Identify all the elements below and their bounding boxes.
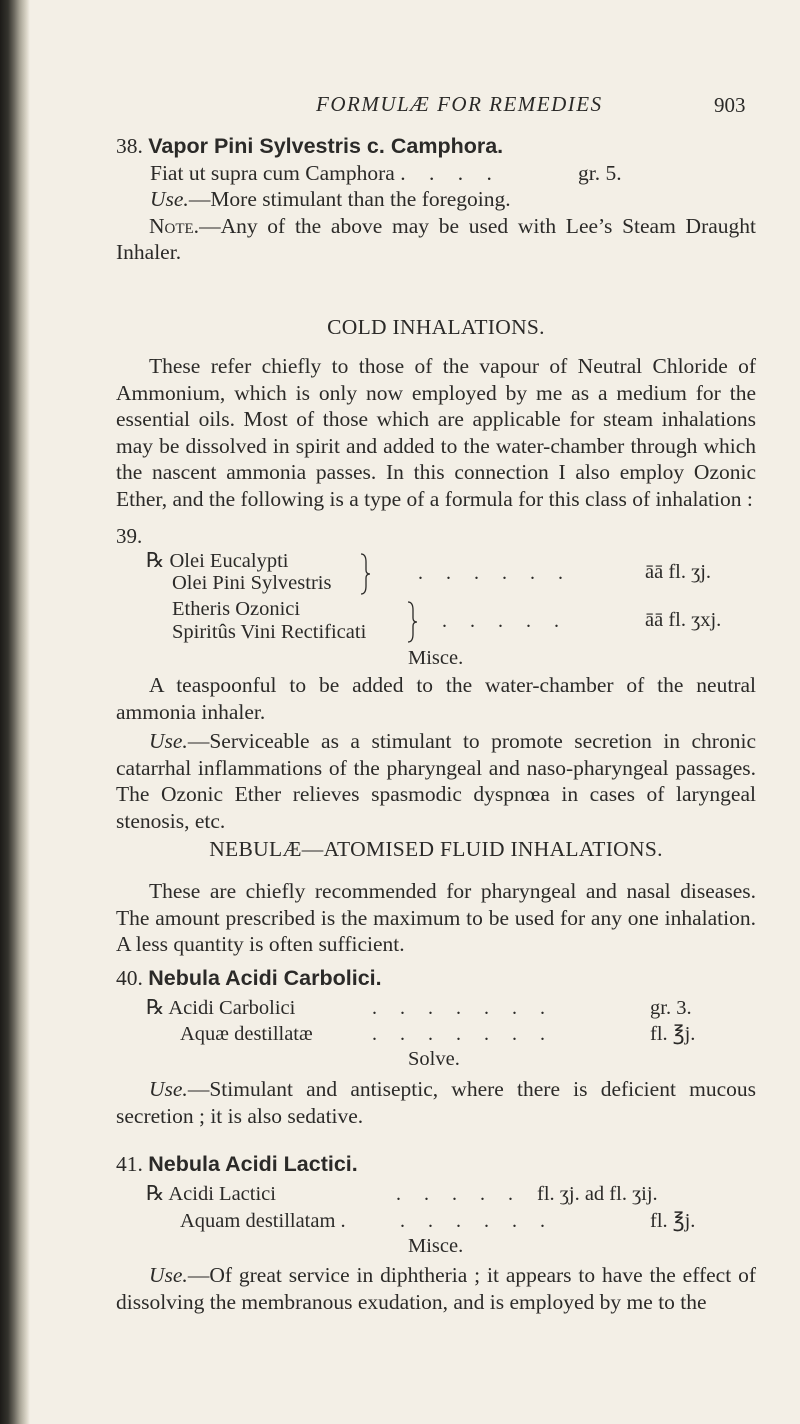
use-label: Use. xyxy=(149,1263,188,1287)
formula-39-ingredient-2: Olei Pini Sylvestris xyxy=(172,572,332,594)
formula-40-title: Nebula Acidi Carbolici. xyxy=(148,966,382,990)
formula-38-use: —More stimulant than the foregoing. xyxy=(188,187,511,211)
formula-39-dose-1: āā fl. ʒj. xyxy=(645,561,712,583)
formula-39-use-text: —Serviceable as a stimulant to promote secretion in chronic catarrhal inflammations of the pharyngeal and naso-pharyngeal passages. The Ozonic Ether relieves spasmodic dyspnœa in cases of laryngeal stenosis, etc. xyxy=(116,729,756,833)
leader-dots: . . . . . xyxy=(442,610,568,632)
formula-41-number: 41. xyxy=(116,1152,143,1176)
brace-2 xyxy=(405,600,419,644)
book-spine-shadow xyxy=(0,0,30,1424)
section-heading-cold: COLD INHALATIONS. xyxy=(327,315,545,339)
note-label: Note. xyxy=(149,213,200,238)
formula-38-note: —Any of the above may be used with Lee’s Steam Draught Inhaler. xyxy=(116,213,756,264)
formula-39-ingredient-1: ℞ Olei Eucalypti xyxy=(146,550,289,572)
page-number: 903 xyxy=(714,93,746,117)
use-label: Use. xyxy=(149,1077,188,1101)
formula-38-title: Vapor Pini Sylvestris c. Camphora. xyxy=(148,134,504,158)
leader-dots: . . . . . . . xyxy=(372,997,554,1019)
use-label: Use. xyxy=(150,187,189,211)
formula-39-ingredient-4: Spiritûs Vini Rectificati xyxy=(172,621,367,643)
formula-39-use xyxy=(116,728,756,834)
formula-40-solve: Solve. xyxy=(408,1048,460,1070)
leader-dots: . . . . . . xyxy=(400,1210,554,1232)
formula-40-ingredient-2: Aquæ destillatæ xyxy=(180,1023,313,1045)
section-heading-nebulae: NEBULÆ—ATOMISED FLUID INHALATIONS. xyxy=(209,837,663,861)
leader-dots: . . . . xyxy=(400,160,501,185)
cold-paragraph-text: These refer chiefly to those of the vapour of Neutral Chloride of Ammonium, which is only now employed by me as a medium for the essential oils. Most of those which are applicable for steam inhalations may be dissolved in spirit and added to the water-chamber through which the nascent ammonia passes. In this connection I also employ Ozonic Ether, and the following is a type of a formula for this class of inhalation : xyxy=(116,354,756,511)
formula-39-directions xyxy=(116,672,756,725)
formula-41-dose-2: fl. ℥j. xyxy=(650,1210,696,1232)
nebulae-paragraph-text: These are chiefly recommended for pharyngeal and nasal diseases. The amount prescribed is the maximum to be used for any one inhalation. A less quantity is often sufficient. xyxy=(116,879,756,956)
formula-38 xyxy=(116,133,756,266)
formula-41-heading xyxy=(116,1152,358,1177)
formula-38-line: Fiat ut supra cum Camphora xyxy=(150,160,395,185)
formula-41-use xyxy=(116,1262,756,1315)
formula-41-use-text: —Of great service in diphtheria ; it appears to have the effect of dissolving the membranous exudation, and is employed by me to the xyxy=(116,1263,756,1314)
formula-41-title: Nebula Acidi Lactici. xyxy=(148,1152,358,1176)
formula-39-ingredient-3: Etheris Ozonici xyxy=(172,598,301,620)
formula-40-use xyxy=(116,1076,756,1129)
formula-41-ingredient-2: Aquam destillatam . xyxy=(180,1210,346,1232)
formula-39-dose-2: āā fl. ʒxj. xyxy=(645,609,722,631)
leader-dots: . . . . . . . xyxy=(372,1023,554,1045)
formula-38-dose: gr. 5. xyxy=(578,160,622,185)
leader-dots: . . . . . xyxy=(396,1183,522,1205)
formula-40-use-text: —Stimulant and antiseptic, where there is deficient mucous secretion ; it is also sedative. xyxy=(116,1077,756,1128)
formula-39-direction-text: A teaspoonful to be added to the water-chamber of the neutral ammonia inhaler. xyxy=(116,673,756,724)
use-label: Use. xyxy=(149,729,188,753)
formula-40-heading xyxy=(116,966,382,991)
formula-40-number: 40. xyxy=(116,966,143,990)
formula-41-ingredient-1: ℞ Acidi Lactici xyxy=(146,1183,276,1205)
formula-40-dose-1: gr. 3. xyxy=(650,997,692,1019)
nebulae-paragraph xyxy=(116,878,756,958)
brace-1 xyxy=(358,552,372,596)
formula-40-ingredient-1: ℞ Acidi Carbolici xyxy=(146,997,296,1019)
cold-inhalations-paragraph xyxy=(116,353,756,512)
formula-39-misce: Misce. xyxy=(408,647,464,669)
formula-38-number: 38. xyxy=(116,134,143,158)
leader-dots: . . . . . . xyxy=(418,562,572,584)
running-title: FORMULÆ FOR REMEDIES xyxy=(316,92,603,116)
formula-41-misce: Misce. xyxy=(408,1235,464,1257)
formula-41-dose-1: fl. ʒj. ad fl. ʒij. xyxy=(537,1183,658,1205)
formula-39-number: 39. xyxy=(116,524,143,548)
formula-40-dose-2: fl. ℥j. xyxy=(650,1023,696,1045)
